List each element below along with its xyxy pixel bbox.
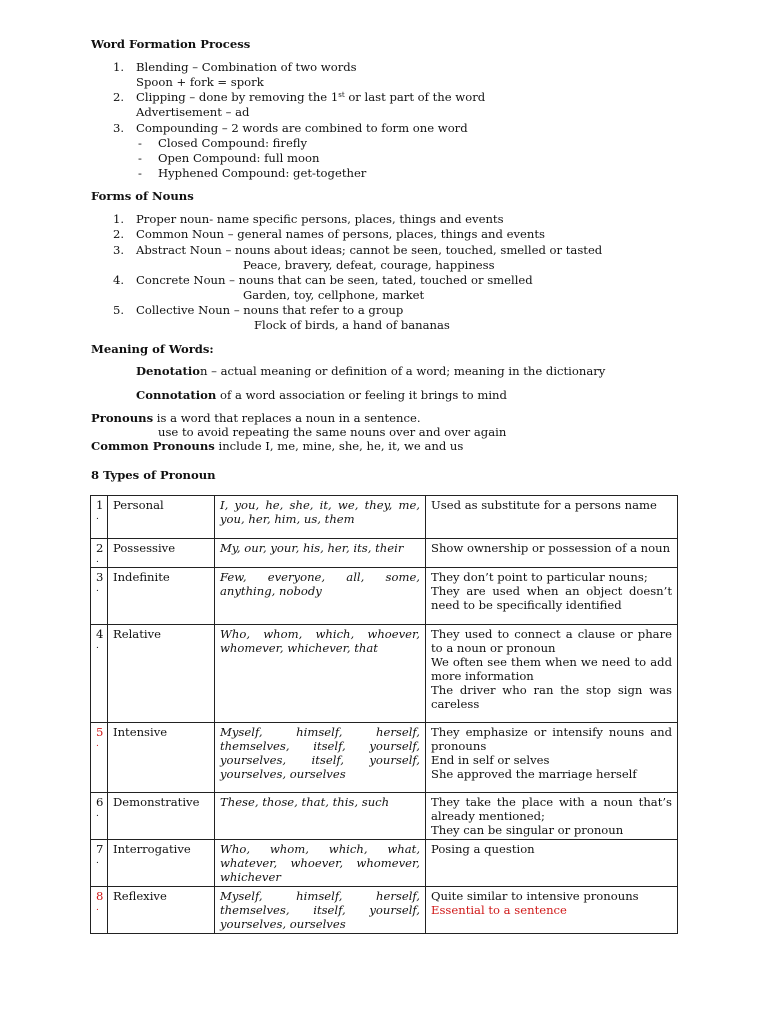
pronoun-examples: Myself, himself, herself, themselves, itself, yourself, yourselves, itself, yourself, yourselves, ourselves <box>215 723 426 793</box>
forms-of-nouns-heading: Forms of Nouns <box>91 189 194 203</box>
row-number: 5 . <box>91 723 108 793</box>
list-number: 3. <box>113 121 125 135</box>
row-number: 7 . <box>91 840 108 887</box>
table-row <box>91 840 678 887</box>
pronouns-purpose: use to avoid repeating the same nouns over and over again <box>158 425 507 439</box>
noun-example: Peace, bravery, defeat, courage, happiness <box>243 258 495 272</box>
noun-example: Flock of birds, a hand of bananas <box>254 318 450 332</box>
list-number: 5. <box>113 303 125 317</box>
pronoun-types-table <box>90 495 678 934</box>
pronoun-type: Reflexive <box>108 887 215 934</box>
pronoun-description: Show ownership or possession of a noun <box>426 539 678 568</box>
pronoun-type: Interrogative <box>108 840 215 887</box>
list-number: 4. <box>113 273 125 287</box>
noun-example: Garden, toy, cellphone, market <box>243 288 425 302</box>
common-pronouns: Common Pronouns include I, me, mine, she, he, it, we and us <box>91 439 464 453</box>
row-number: 4 . <box>91 625 108 723</box>
pronoun-types-heading: 8 Types of Pronoun <box>91 468 216 482</box>
pronoun-type: Relative <box>108 625 215 723</box>
row-number: 6 . <box>91 793 108 840</box>
noun-item: Abstract Noun – nouns about ideas; cannot be seen, touched, smelled or tasted <box>136 243 603 257</box>
list-dash: - <box>138 151 142 165</box>
pronoun-type: Indefinite <box>108 568 215 625</box>
pronoun-examples: Who, whom, which, what, whatever, whoever, whomever, whichever <box>215 840 426 887</box>
row-number: 1 . <box>91 496 108 539</box>
pronoun-description: They take the place with a noun that’s already mentioned; They can be singular or pronoun <box>426 793 678 840</box>
pronoun-examples: Who, whom, which, whoever, whomever, whichever, that <box>215 625 426 723</box>
pronoun-type: Intensive <box>108 723 215 793</box>
list-number: 1. <box>113 60 125 74</box>
pronoun-description: Quite similar to intensive pronouns Essential to a sentence <box>426 887 678 934</box>
blending-item: Blending – Combination of two words <box>136 60 357 74</box>
row-number: 3 . <box>91 568 108 625</box>
denotation-line: Denotation – actual meaning or definition of a word; meaning in the dictionary <box>136 364 606 378</box>
closed-compound: Closed Compound: firefly <box>158 136 308 150</box>
compounding-item: Compounding – 2 words are combined to form one word <box>136 121 468 135</box>
table-row <box>91 887 678 934</box>
pronoun-description: They don’t point to particular nouns; They are used when an object doesn’t need to be specifically identified <box>426 568 678 625</box>
clipping-example: Advertisement – ad <box>136 105 250 119</box>
clipping-item: Clipping – done by removing the 1st or last part of the word <box>136 90 486 104</box>
open-compound: Open Compound: full moon <box>158 151 320 165</box>
pronoun-examples: These, those, that, this, such <box>215 793 426 840</box>
pronoun-examples: My, our, your, his, her, its, their <box>215 539 426 568</box>
table-row <box>91 539 678 568</box>
list-dash: - <box>138 166 142 180</box>
hyphened-compound: Hyphened Compound: get-together <box>158 166 367 180</box>
noun-item: Common Noun – general names of persons, places, things and events <box>136 227 545 241</box>
pronoun-description: Used as substitute for a persons name <box>426 496 678 539</box>
blending-example: Spoon + fork = spork <box>136 75 264 89</box>
list-number: 1. <box>113 212 125 226</box>
pronoun-description: They used to connect a clause or phare to a noun or pronoun We often see them when we need to add more information The driver who ran the stop sign was careless <box>426 625 678 723</box>
word-formation-heading: Word Formation Process <box>91 37 251 51</box>
list-number: 2. <box>113 90 125 104</box>
pronouns-definition: Pronouns is a word that replaces a noun in a sentence. <box>91 411 421 425</box>
table-row <box>91 793 678 840</box>
table-row <box>91 625 678 723</box>
noun-item: Proper noun- name specific persons, places, things and events <box>136 212 504 226</box>
table-row <box>91 723 678 793</box>
pronoun-type: Personal <box>108 496 215 539</box>
list-number: 3. <box>113 243 125 257</box>
row-number: 8 . <box>91 887 108 934</box>
pronoun-description: Posing a question <box>426 840 678 887</box>
pronoun-type: Demonstrative <box>108 793 215 840</box>
pronoun-examples: Myself, himself, herself, themselves, itself, yourself, yourselves, ourselves <box>215 887 426 934</box>
pronoun-examples: Few, everyone, all, some, anything, nobody <box>215 568 426 625</box>
table-row <box>91 496 678 539</box>
row-number: 2 . <box>91 539 108 568</box>
list-dash: - <box>138 136 142 150</box>
meaning-heading: Meaning of Words: <box>91 342 214 356</box>
pronoun-examples: I, you, he, she, it, we, they, me, you, her, him, us, them <box>215 496 426 539</box>
pronoun-description: They emphasize or intensify nouns and pronouns End in self or selves She approved the marriage herself <box>426 723 678 793</box>
list-number: 2. <box>113 227 125 241</box>
connotation-line: Connotation of a word association or feeling it brings to mind <box>136 388 507 402</box>
table-row <box>91 568 678 625</box>
pronoun-type: Possessive <box>108 539 215 568</box>
noun-item: Collective Noun – nouns that refer to a group <box>136 303 404 317</box>
noun-item: Concrete Noun – nouns that can be seen, tated, touched or smelled <box>136 273 533 287</box>
